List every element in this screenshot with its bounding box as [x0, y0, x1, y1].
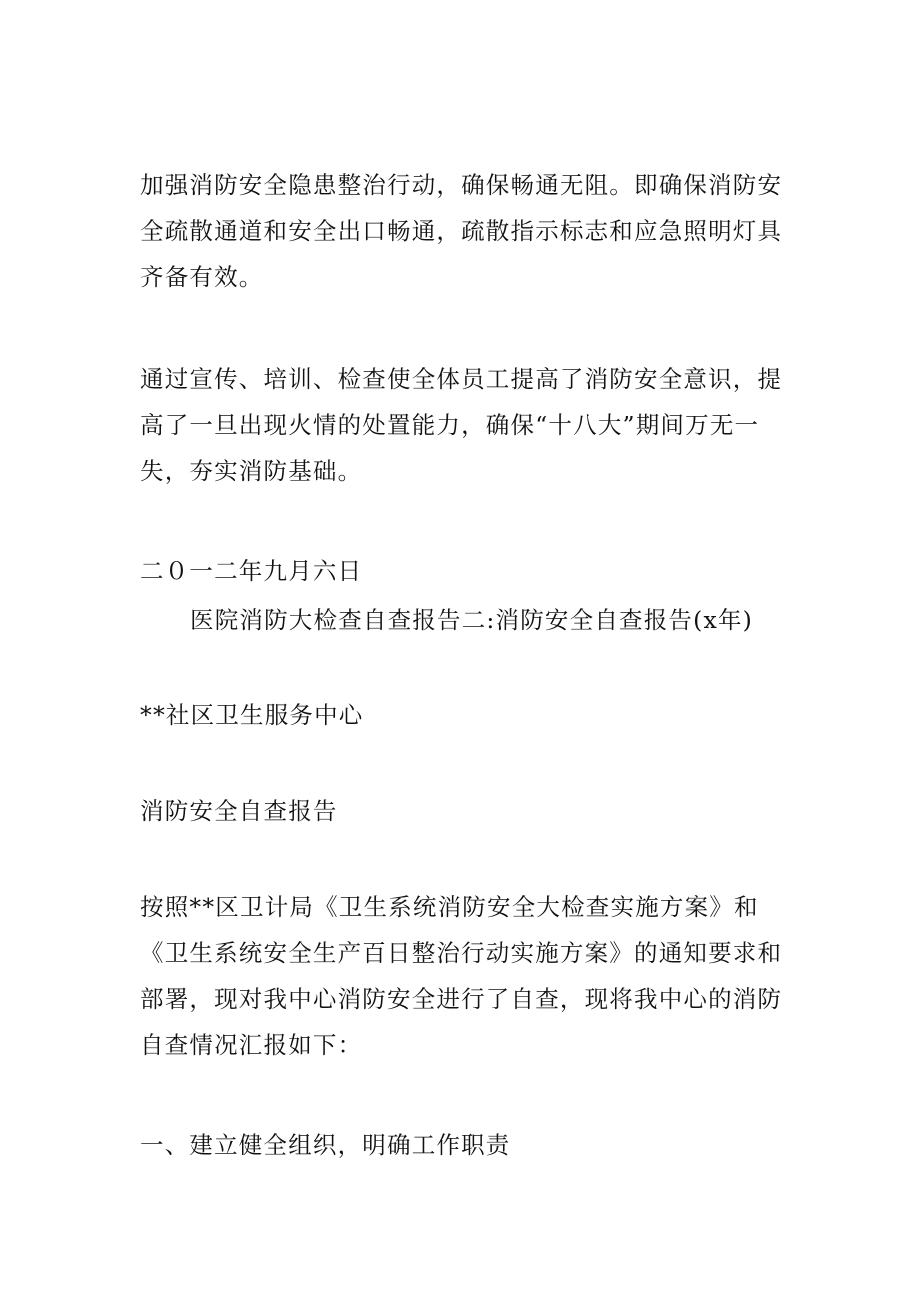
section-heading-one: 一、建立健全组织，明确工作职责	[140, 1131, 511, 1159]
body-paragraph-safety-awareness: 通过宣传、培训、检查使全体员工提高了消防安全意识，提高了一旦出现火情的处置能力，确保“十八大”期间万无一失，夯实消防基础。	[140, 365, 783, 485]
body-paragraph-introduction: 按照**区卫计局《卫生系统消防安全大检查实施方案》和《卫生系统安全生产百日整治行动实施方案》的通知要求和部署，现对我中心消防安全进行了自查，现将我中心的消防自查情况汇报如下：	[140, 893, 783, 1059]
body-paragraph-hazard-rectification: 加强消防安全隐患整治行动，确保畅通无阻。即确保消防安全疏散通道和安全出口畅通，疏散指示标志和应急照明灯具齐备有效。	[140, 171, 783, 291]
document-date: 二０一二年九月六日	[140, 557, 363, 585]
section-title: 医院消防大检查自查报告二:消防安全自查报告(x年)	[190, 606, 754, 634]
organization-name: **社区卫生服务中心	[140, 701, 364, 729]
report-title: 消防安全自查报告	[140, 797, 338, 825]
